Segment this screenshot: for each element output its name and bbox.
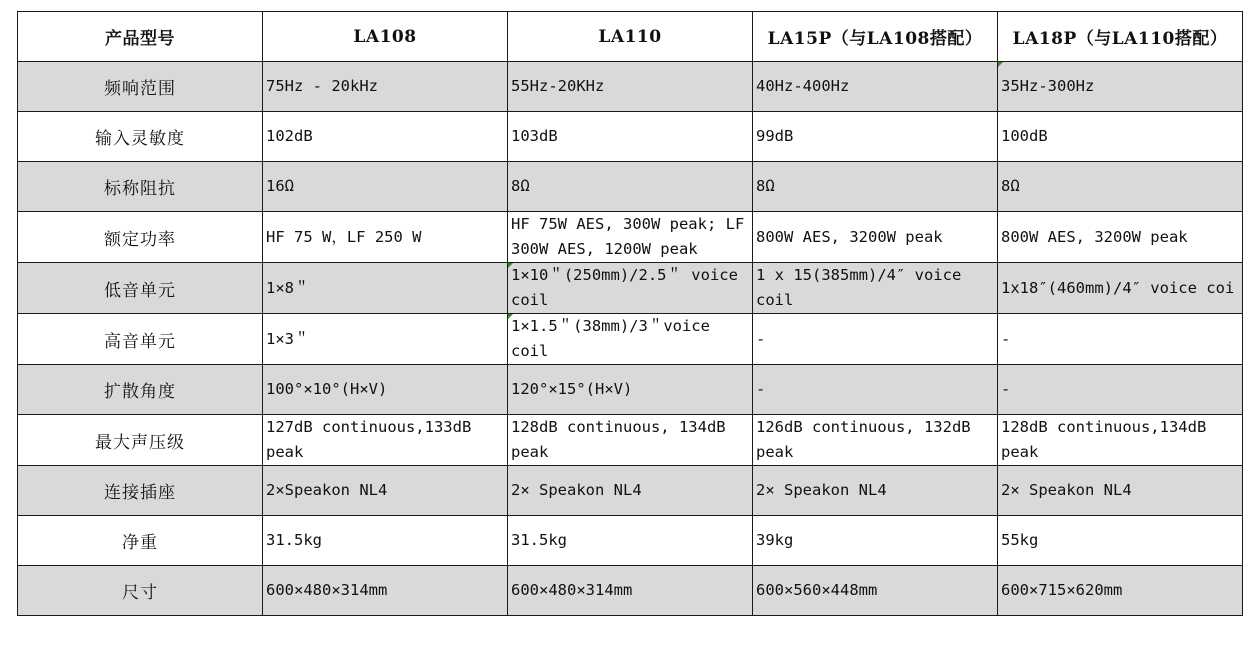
table-cell: 35Hz-300Hz bbox=[998, 62, 1243, 112]
table-cell: 1x18″(460mm)/4″ voice coi bbox=[998, 263, 1243, 314]
table-cell: 100dB bbox=[998, 112, 1243, 162]
table-cell: 128dB continuous,134dB peak bbox=[998, 415, 1243, 466]
table-cell: 2× Speakon NL4 bbox=[998, 466, 1243, 516]
row-label: 最大声压级 bbox=[18, 415, 263, 466]
table-cell: 8Ω bbox=[508, 162, 753, 212]
row-max-spl bbox=[18, 415, 1243, 466]
table-cell: 1×8＂ bbox=[263, 263, 508, 314]
table-cell: 2× Speakon NL4 bbox=[753, 466, 998, 516]
header-la18p: LA18P（与LA110搭配） bbox=[998, 12, 1243, 62]
table-cell: 2× Speakon NL4 bbox=[508, 466, 753, 516]
table-cell: 8Ω bbox=[753, 162, 998, 212]
header-model: 产品型号 bbox=[18, 12, 263, 62]
row-rated-power bbox=[18, 212, 1243, 263]
row-tweeter bbox=[18, 314, 1243, 365]
table-cell: 1×10＂(250mm)/2.5＂ voice coil bbox=[508, 263, 753, 314]
row-sensitivity bbox=[18, 112, 1243, 162]
row-label: 扩散角度 bbox=[18, 365, 263, 415]
table-cell: 102dB bbox=[263, 112, 508, 162]
table-cell: 2×Speakon NL4 bbox=[263, 466, 508, 516]
header-la15p: LA15P（与LA108搭配） bbox=[753, 12, 998, 62]
table-cell: - bbox=[998, 314, 1243, 365]
header-la108: LA108 bbox=[263, 12, 508, 62]
row-label: 连接插座 bbox=[18, 466, 263, 516]
table-cell: 99dB bbox=[753, 112, 998, 162]
row-label: 低音单元 bbox=[18, 263, 263, 314]
table-cell: - bbox=[753, 314, 998, 365]
table-cell: 800W AES, 3200W peak bbox=[753, 212, 998, 263]
row-net-weight bbox=[18, 516, 1243, 566]
row-dimensions bbox=[18, 566, 1243, 616]
row-frequency-range bbox=[18, 62, 1243, 112]
table-cell: HF 75 W，LF 250 W bbox=[263, 212, 508, 263]
row-label: 尺寸 bbox=[18, 566, 263, 616]
row-label: 额定功率 bbox=[18, 212, 263, 263]
table-cell: - bbox=[998, 365, 1243, 415]
table-cell: HF 75W AES, 300W peak; LF 300W AES, 1200W peak bbox=[508, 212, 753, 263]
table-cell: - bbox=[753, 365, 998, 415]
table-cell: 31.5kg bbox=[508, 516, 753, 566]
table-cell: 600×480×314mm bbox=[508, 566, 753, 616]
spec-table bbox=[17, 11, 1243, 616]
table-cell: 103dB bbox=[508, 112, 753, 162]
row-connectors bbox=[18, 466, 1243, 516]
row-label: 标称阻抗 bbox=[18, 162, 263, 212]
row-label: 频响范围 bbox=[18, 62, 263, 112]
table-cell: 127dB continuous,133dB peak bbox=[263, 415, 508, 466]
table-cell: 55kg bbox=[998, 516, 1243, 566]
row-label: 输入灵敏度 bbox=[18, 112, 263, 162]
table-cell: 100°×10°(H×V) bbox=[263, 365, 508, 415]
table-cell: 39kg bbox=[753, 516, 998, 566]
row-label: 高音单元 bbox=[18, 314, 263, 365]
row-dispersion bbox=[18, 365, 1243, 415]
table-cell: 8Ω bbox=[998, 162, 1243, 212]
row-woofer bbox=[18, 263, 1243, 314]
table-cell: 75Hz - 20kHz bbox=[263, 62, 508, 112]
table-cell: 16Ω bbox=[263, 162, 508, 212]
table-cell: 600×560×448mm bbox=[753, 566, 998, 616]
table-cell: 1×3＂ bbox=[263, 314, 508, 365]
header-la110: LA110 bbox=[508, 12, 753, 62]
table-cell: 40Hz-400Hz bbox=[753, 62, 998, 112]
table-cell: 600×480×314mm bbox=[263, 566, 508, 616]
row-impedance bbox=[18, 162, 1243, 212]
table-cell: 126dB continuous, 132dB peak bbox=[753, 415, 998, 466]
header-row bbox=[18, 12, 1243, 62]
table-cell: 600×715×620mm bbox=[998, 566, 1243, 616]
row-label: 净重 bbox=[18, 516, 263, 566]
table-cell: 128dB continuous, 134dB peak bbox=[508, 415, 753, 466]
table-cell: 1 x 15(385mm)/4″ voice coil bbox=[753, 263, 998, 314]
table-cell: 120°×15°(H×V) bbox=[508, 365, 753, 415]
table-cell: 55Hz-20KHz bbox=[508, 62, 753, 112]
table-cell: 800W AES, 3200W peak bbox=[998, 212, 1243, 263]
table-cell: 1×1.5＂(38mm)/3＂voice coil bbox=[508, 314, 753, 365]
table-cell: 31.5kg bbox=[263, 516, 508, 566]
